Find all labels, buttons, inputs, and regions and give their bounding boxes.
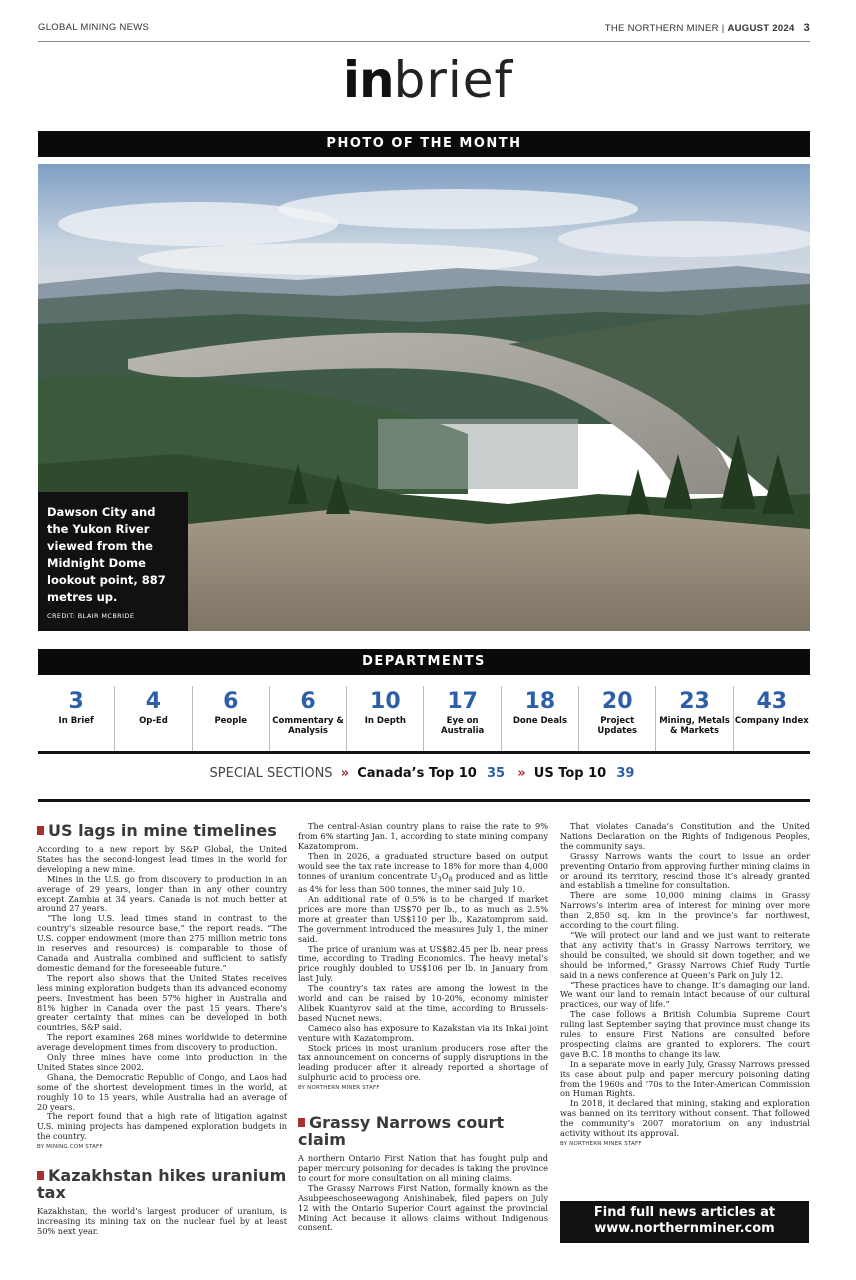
article-headline: Kazakhstan hikes uranium tax bbox=[37, 1166, 287, 1203]
masthead-light: brief bbox=[393, 51, 514, 109]
column-2 bbox=[298, 822, 548, 1233]
dept-label: Eye on Australia bbox=[441, 716, 485, 736]
dept-item[interactable] bbox=[38, 686, 115, 751]
article-paragraph: “We will protect our land and we just want to reiterate that any activity that’s in Grassy Narrows territory, we should be consulted, we should sit down together, and we should be informed,” Grassy Narrows Chief Rudy Turtle said in a news conference at Queen’s Park on July 12. bbox=[560, 929, 810, 980]
page-number: 3 bbox=[803, 22, 810, 34]
article-paragraph: There are some 10,000 mining claims in Grassy Narrows’s interim area of interest for mining over more than 2,850 sq. km in the province’s far northwest, according to the court filing. bbox=[560, 890, 810, 931]
article-paragraph: The report also shows that the United States receives less mining exploration budgets than its advanced economy peers. Investment has been 57% higher in Australia and 81% higher in Canada over the past 15 years. There’s greater certainty that mines can be developed in both countries, S&P said. bbox=[37, 972, 287, 1033]
article-headline: US lags in mine timelines bbox=[37, 822, 287, 839]
bullet-square-icon bbox=[37, 826, 44, 835]
dept-item[interactable] bbox=[270, 686, 347, 751]
dept-page: 4 bbox=[145, 689, 162, 714]
article-byline: BY NORTHERN MINER STAFF bbox=[560, 1141, 642, 1147]
special-sections bbox=[38, 766, 810, 781]
issue-date: AUGUST 2024 bbox=[727, 23, 795, 34]
dept-page: 20 bbox=[601, 689, 633, 714]
bullet-square-icon bbox=[298, 1118, 305, 1127]
article-paragraph: Ghana, the Democratic Republic of Congo, and Laos had some of the shortest development times in the world, at roughly 10 to 15 years, while Australia had an average of 20 years. bbox=[37, 1071, 287, 1112]
article-paragraph: The central-Asian country plans to raise the rate to 9% from 6% starting Jan. 1, according to state mining company Kazatomprom. bbox=[298, 821, 548, 851]
dept-page: 18 bbox=[524, 689, 556, 714]
article-paragraph: The Grassy Narrows First Nation, formally known as the Asubpeeschoseewagong Anishinabek, filed papers on July 12 with the Ontario Superior Court against the provincial Mining Act because it allows claims without Indigenous consent. bbox=[298, 1182, 548, 1233]
publication-name: THE NORTHERN MINER bbox=[604, 23, 719, 34]
dept-page: 6 bbox=[223, 689, 239, 714]
article-paragraph: According to a new report by S&P Global, the United States has the second-longest lead times in the world for developing a new mine. bbox=[37, 844, 287, 874]
dept-label: In Depth bbox=[364, 716, 406, 726]
dept-page: 3 bbox=[68, 689, 84, 714]
photo-caption-box bbox=[38, 492, 188, 631]
article-paragraph: The case follows a British Columbia Supreme Court ruling last September saying that province must change its rules to ensure First Nations are consulted before prospecting claims are granted to explorers. The court gave B.C. 18 months to change its law. bbox=[560, 1009, 810, 1059]
special-section-page: 39 bbox=[616, 766, 635, 781]
dept-label: In Brief bbox=[58, 716, 94, 726]
dept-page: 17 bbox=[447, 689, 478, 714]
special-section-page: 35 bbox=[487, 766, 506, 781]
dept-item[interactable] bbox=[424, 686, 501, 751]
dept-item[interactable] bbox=[193, 686, 270, 751]
dept-item[interactable] bbox=[579, 686, 656, 751]
promo-line-1: Find full news articles at bbox=[593, 1205, 776, 1220]
article-paragraph: That violates Canada’s Constitution and the United Nations Declaration on the Rights of Indigenous Peoples, the community says. bbox=[560, 821, 810, 851]
article-paragraph: In 2018, it declared that mining, staking and exploration was banned on its territory without consent. That followed the community’s 2007 moratorium on any industrial activity without its approval. bbox=[560, 1098, 810, 1139]
dept-item[interactable] bbox=[115, 686, 192, 751]
special-section-name[interactable]: US Top 10 bbox=[533, 766, 607, 781]
article-paragraph: The price of uranium was at US$82.45 per lb. near press time, according to Trading Economics. The heavy metal’s price roughly doubled to US$106 per lb. in January from last July. bbox=[298, 943, 548, 984]
article-paragraph: Then in 2026, a graduated structure based on output would see the tax rate increase to 18% for more than 4,000 tonnes of uranium concentrate $U_3O_8$ produced and as little as 4% for less than 500 tonnes, the miner said July 10. bbox=[298, 850, 548, 895]
dept-page: 43 bbox=[756, 689, 788, 714]
article-paragraph: The report found that a high rate of litigation against U.S. mining projects has dampened exploration budgets in the country. bbox=[37, 1111, 287, 1142]
dept-page: 10 bbox=[370, 689, 401, 714]
photo-caption: Dawson City and the Yukon River viewed from the Midnight Dome lookout point, 887 metres up. bbox=[47, 505, 166, 604]
article-paragraph: “These practices have to change. It’s damaging our land. We want our land to remain intact because of our cultural practices, our way of life.” bbox=[560, 979, 810, 1010]
article-paragraph: Cameco also has exposure to Kazakstan via its Inkai joint venture with Kazatomprom. bbox=[298, 1022, 548, 1043]
chevron-icon: » bbox=[517, 766, 526, 781]
column-1 bbox=[37, 822, 287, 1237]
special-section-name[interactable]: Canada’s Top 10 bbox=[357, 766, 477, 781]
photo-of-month-bar: PHOTO OF THE MONTH bbox=[38, 131, 810, 157]
section-label: GLOBAL MINING NEWS bbox=[38, 22, 150, 33]
article-paragraph: A northern Ontario First Nation that has fought pulp and paper mercury poisoning for decades is taking the province to court for more consultation on all mining claims. bbox=[298, 1153, 548, 1183]
dept-label: Commentary & Analysis bbox=[272, 716, 344, 736]
column-3 bbox=[560, 822, 810, 1150]
masthead-bold: in bbox=[342, 51, 394, 109]
dept-item[interactable] bbox=[656, 686, 733, 751]
dept-label: Company Index bbox=[734, 716, 809, 726]
header-right bbox=[605, 22, 810, 34]
article-headline: Grassy Narrows court claim bbox=[298, 1113, 505, 1150]
special-sections-rule bbox=[38, 799, 810, 802]
photo-credit: CREDIT: BLAIR MCBRIDE bbox=[47, 612, 135, 620]
dept-page: 6 bbox=[300, 689, 316, 714]
article-paragraph: Only three mines have come into production in the United States since 2002. bbox=[37, 1052, 287, 1072]
article-paragraph: Grassy Narrows wants the court to issue an order preventing Ontario from approving further mining claims in or around its territory, rescind those it’s already granted and establish a timeline for consultation. bbox=[560, 850, 810, 891]
article-byline: BY MINING.COM STAFF bbox=[37, 1144, 103, 1151]
dept-item[interactable] bbox=[734, 686, 810, 751]
article-paragraph: An additional rate of 0.5% is to be charged if market prices are more than US$70 per lb., to as much as 2.5% more at greater than US$110 per lb., Kazatomprom said. The government introduced the measures July 1, the miner said. bbox=[298, 893, 548, 944]
dept-page: 23 bbox=[679, 689, 710, 714]
article-paragraph: In a separate move in early July, Grassy Narrows pressed its case about pulp and paper mercury poisoning dating from the 1960s and ’70s to the Inter-American Commission on Human Rights. bbox=[560, 1058, 810, 1099]
article-byline: BY NORTHERN MINER STAFF bbox=[298, 1085, 380, 1092]
page-header bbox=[38, 22, 810, 46]
masthead bbox=[0, 50, 856, 110]
dept-label: Project Updates bbox=[597, 716, 638, 736]
article-paragraph: The report examines 268 mines worldwide to determine average development times from discovery to production. bbox=[37, 1032, 287, 1053]
dept-label: Mining, Metals & Markets bbox=[659, 716, 730, 736]
dept-label: Op-Ed bbox=[139, 716, 168, 726]
departments-list bbox=[38, 686, 810, 754]
promo-url[interactable]: www.northernminer.com bbox=[594, 1221, 775, 1236]
dept-item[interactable] bbox=[347, 686, 424, 751]
article-paragraph: Mines in the U.S. go from discovery to production in an average of 29 years, longer than in any other country except Zambia at 34 years. Canada is not much better at around 27 years. bbox=[37, 873, 287, 914]
dept-label: Done Deals bbox=[512, 716, 568, 726]
departments-bar: DEPARTMENTS bbox=[38, 649, 810, 675]
article-paragraph: “The long U.S. lead times stand in contrast to the country’s sizeable resource base,” the report reads. “The U.S. copper endowment (more than 275 million metric tons in reserves and resources) is comparable to those of Canada and Australia combined and sufficient to satisfy domestic demand for the foreseeable future.” bbox=[37, 913, 287, 973]
article-paragraph: Kazakhstan, the world’s largest producer of uranium, is increasing its mining tax on the nuclear fuel by at least 50% next year. bbox=[37, 1206, 287, 1236]
header-separator: | bbox=[721, 23, 725, 34]
article-paragraph: The country’s tax rates are among the lowest in the world and can be raised by 10-20%, economy minister Alibek Kuantyrov said at the time, according to Brussels-based Nucnet news. bbox=[298, 983, 548, 1023]
dept-label: People bbox=[214, 716, 248, 726]
dept-item[interactable] bbox=[502, 686, 579, 751]
header-rule bbox=[38, 41, 810, 42]
special-sections-label: SPECIAL SECTIONS bbox=[209, 766, 333, 781]
article-paragraph: Stock prices in most uranium producers rose after the tax announcement on concerns of supply disruptions in the leading producer after it already reported a shortage of sulphuric acid to process ore. bbox=[298, 1042, 548, 1083]
website-promo[interactable] bbox=[560, 1201, 809, 1243]
chevron-icon: » bbox=[340, 766, 350, 781]
bullet-square-icon bbox=[37, 1171, 44, 1180]
